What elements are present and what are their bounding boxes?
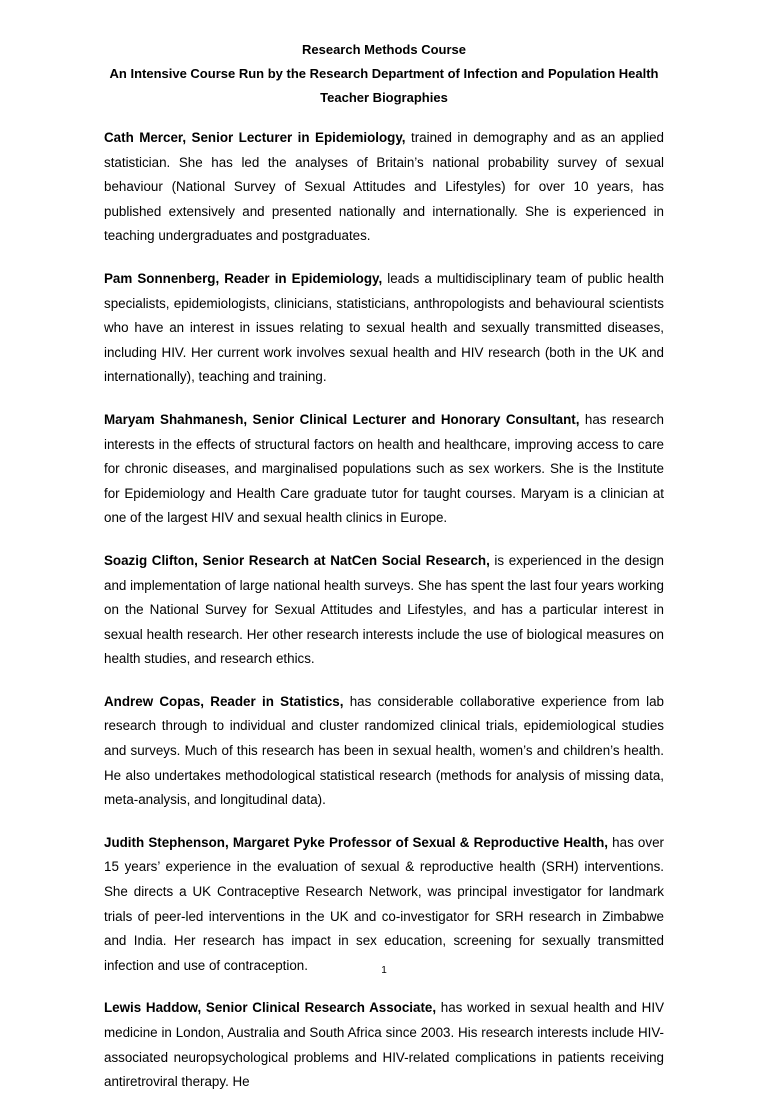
page-number: 1 bbox=[381, 965, 387, 976]
bio-text: has worked in sexual health and HIV medicine in London, Australia and South Africa since 2003. His research interests include HIV-associated neuropsychological problems and HIV-related complications in patients receiving antiretroviral therapy. He bbox=[104, 1000, 664, 1090]
course-title: Research Methods Course bbox=[302, 42, 466, 57]
bio-name: Soazig Clifton, Senior Research at NatCen Social Research, bbox=[104, 552, 490, 568]
bio-name: Cath Mercer, Senior Lecturer in Epidemiology, bbox=[104, 130, 406, 145]
bio-soazig-clifton bbox=[104, 549, 664, 672]
bio-judith-stephenson bbox=[104, 831, 664, 979]
bio-name: Maryam Shahmanesh, Senior Clinical Lecturer and Honorary Consultant, bbox=[104, 411, 580, 427]
bio-maryam-shahmanesh bbox=[104, 408, 664, 531]
bio-text: trained in demography and as an applied statistician. She has led the analyses of Britain’s national probability survey of sexual behaviour (National Survey of Sexual Attitudes and Lifestyles) for over 10 years, has published extensively and presented nationally and internationally. She is experienced in teaching undergraduates and postgraduates. bbox=[104, 130, 664, 244]
bio-name: Pam Sonnenberg, Reader in Epidemiology, bbox=[104, 270, 383, 286]
bio-name: Lewis Haddow, Senior Clinical Research Associate, bbox=[104, 1000, 437, 1016]
course-subtitle: An Intensive Course Run by the Research Department of Infection and Population Health bbox=[109, 66, 659, 81]
bio-andrew-copas bbox=[104, 690, 664, 813]
bio-text: leads a multidisciplinary team of public health specialists, epidemiologists, clinicians, statisticians, anthropologists and behavioural scientists who have an interest in issues relating to sexual health and sexually transmitted diseases, including HIV. Her current work involves sexual health and HIV research (both in the UK and internationally), teaching and training. bbox=[104, 270, 664, 385]
bio-text: is experienced in the design and implementation of large national health surveys. She has spent the last four years working on the National Survey for Sexual Attitudes and Lifestyles, and has a particular interest in sexual health research. Her other research interests include the use of biological measures on health studies, and research ethics. bbox=[104, 552, 664, 667]
bio-lewis-haddow bbox=[104, 996, 664, 1094]
bio-name: Andrew Copas, Reader in Statistics, bbox=[104, 693, 344, 709]
bio-text: has considerable collaborative experience from lab research through to individual and cluster randomized clinical trials, epidemiological studies and surveys. Much of this research has been in sexual health, women’s and children’s health. He also undertakes methodological statistical research (methods for analysis of missing data, meta-analysis, and longitudinal data). bbox=[104, 693, 664, 808]
bio-name: Judith Stephenson, Margaret Pyke Professor of Sexual & Reproductive Health, bbox=[104, 834, 609, 850]
section-title: Teacher Biographies bbox=[320, 90, 448, 105]
bio-pam-sonnenberg bbox=[104, 267, 664, 390]
bio-cath-mercer bbox=[104, 126, 664, 249]
bio-text: has research interests in the effects of structural factors on health and healthcare, improving access to care for chronic diseases, and marginalised populations such as sex workers. She is the Institute for Epidemiology and Health Care graduate tutor for taught courses. Maryam is a clinician at one of the largest HIV and sexual health clinics in Europe. bbox=[104, 411, 664, 526]
bio-text: has over 15 years’ experience in the evaluation of sexual & reproductive health (SRH) interventions. She directs a UK Contraceptive Research Network, was principal investigator for landmark trials of peer-led interventions in the UK and co-investigator for SRH research in Zimbabwe and India. Her research has impact in sex education, screening for sexually transmitted infection and use of contraception. bbox=[104, 834, 664, 973]
